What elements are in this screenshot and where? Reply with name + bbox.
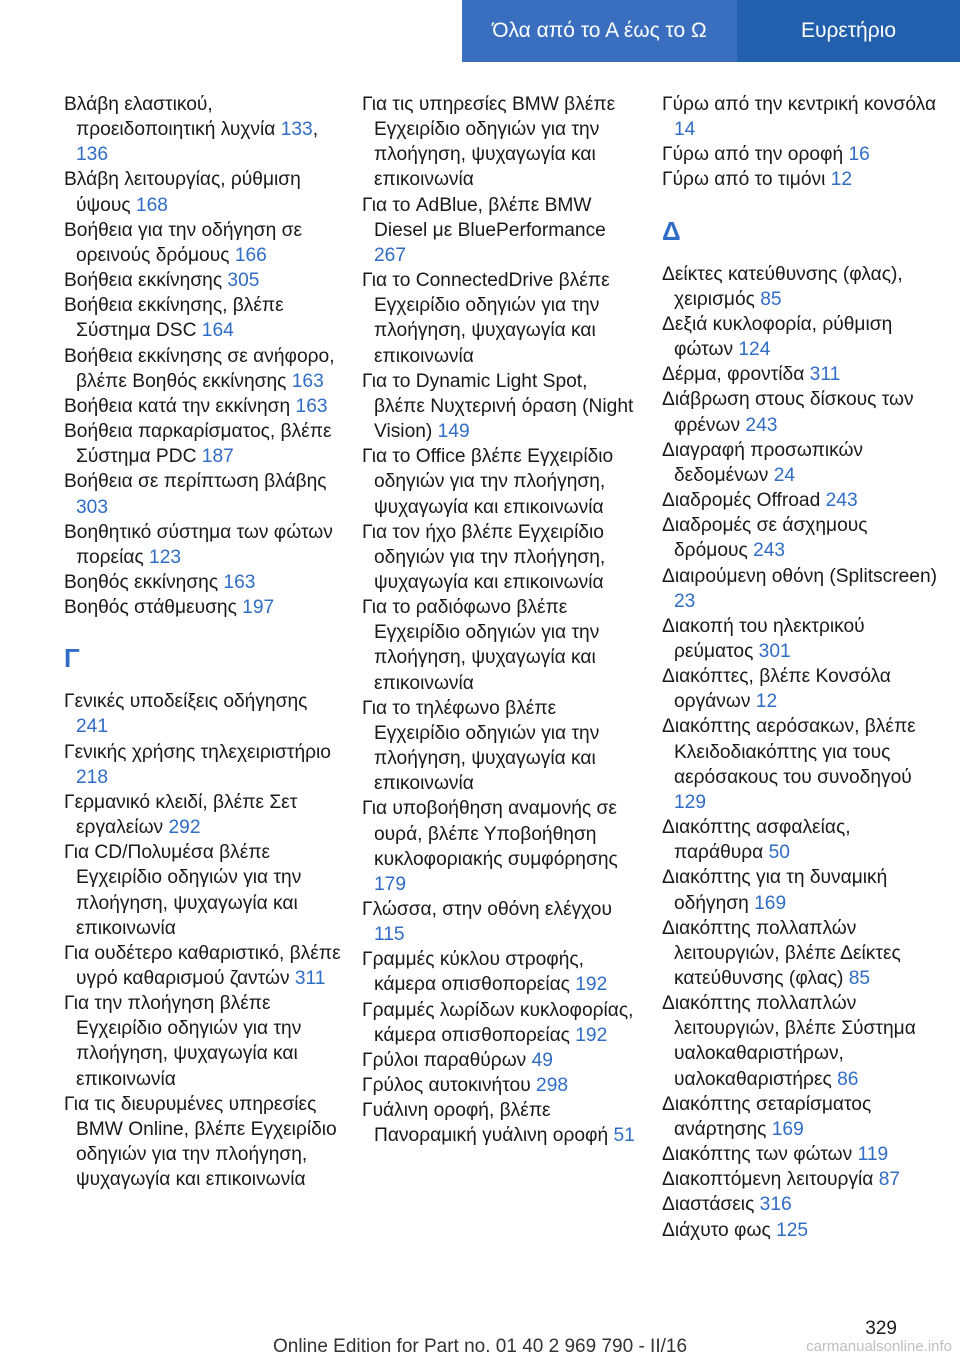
index-entry	[662, 92, 942, 142]
page-link[interactable]: 133	[280, 119, 313, 141]
index-entry	[662, 815, 942, 865]
index-entry	[64, 941, 344, 991]
index-entry	[64, 268, 344, 293]
index-entry	[64, 595, 344, 620]
index-entry	[362, 268, 642, 369]
index-entry	[362, 1048, 642, 1073]
index-entry-text: Διακόπτης των φώτων	[662, 1144, 858, 1166]
page-link[interactable]: 86	[837, 1068, 859, 1090]
index-entry	[64, 293, 344, 343]
page-link[interactable]: 23	[674, 590, 696, 612]
page-link[interactable]: 163	[295, 395, 328, 417]
index-entry	[64, 218, 344, 268]
index-entry-text: Βοήθεια για την οδήγηση σε ορεινούς δρόμους	[64, 219, 303, 266]
index-entry-text: Γρύλος αυτοκινήτου	[362, 1075, 537, 1097]
page-link[interactable]: 311	[294, 968, 326, 989]
index-entry-text: Βοήθεια παρκαρίσματος, βλέπε Σύστημα PDC	[64, 421, 332, 468]
header-bar	[0, 0, 960, 62]
index-letter-heading: Δ	[662, 215, 681, 246]
index-entry-text: Για το Office βλέπε Εγχειρίδιο οδηγιών για την πλοήγηση, ψυχαγωγία και επικοινωνία	[362, 446, 614, 518]
index-entry	[64, 344, 344, 394]
page-link[interactable]: 187	[201, 446, 234, 468]
index-entry-text: Δείκτες κατεύθυνσης (φλας), χειρισμός	[662, 263, 903, 310]
index-entry	[362, 92, 642, 193]
index-entry	[662, 664, 942, 714]
index-entry	[662, 142, 942, 167]
index-entry	[64, 469, 344, 519]
index-entry-text: Διάχυτο φως	[662, 1219, 777, 1241]
index-entry	[362, 796, 642, 897]
page-link[interactable]: 163	[223, 571, 256, 593]
index-entry-text: Γενικής χρήσης τηλεχειριστήριο	[64, 741, 331, 763]
index-entry	[64, 419, 344, 469]
index-entry-text: Γυάλινη οροφή, βλέπε Πανοραμική γυάλινη οροφή	[362, 1100, 614, 1147]
page-link[interactable]: 243	[753, 540, 786, 562]
index-entry	[362, 947, 642, 997]
index-entry	[362, 193, 642, 268]
page-link[interactable]: 267	[374, 244, 407, 266]
page-link[interactable]: 129	[674, 791, 707, 813]
page-link[interactable]: 16	[848, 144, 870, 166]
index-entry	[64, 92, 344, 167]
page-link[interactable]: 169	[754, 892, 787, 914]
index-entry-text: Γραμμές λωρίδων κυκλοφορίας, κάμερα οπισθοπορείας	[362, 999, 634, 1046]
index-entry-text: Δεξιά κυκλοφορία, ρύθμιση φώτων	[662, 313, 893, 361]
index-entry-text: Για τον ήχο βλέπε Εγχειρίδιο οδηγιών για την πλοήγηση, ψυχαγωγία και επικοινωνία	[362, 521, 606, 593]
index-entry-text: Για τις υπηρεσίες BMW βλέπε Εγχειρίδιο οδηγιών για την πλοήγηση, ψυχαγωγία και επικοινωνία	[362, 94, 616, 191]
index-entry-text: Για ουδέτερο καθαριστικό, βλέπε υγρό καθαρισμού ζαντών	[64, 942, 341, 989]
index-entry-text: Διακοπτόμενη λειτουργία	[662, 1169, 879, 1191]
page-link[interactable]: 179	[374, 873, 407, 895]
index-entry	[662, 312, 942, 362]
index-entry	[362, 1098, 642, 1148]
index-entry	[362, 897, 642, 947]
page-link[interactable]: 243	[745, 414, 778, 436]
index-entry	[64, 740, 344, 790]
index-entry	[362, 998, 642, 1048]
index-entry-text: Βοηθητικό σύστημα των φώτων πορείας	[64, 521, 333, 568]
index-entry-text: Γλώσσα, στην οθόνη ελέγχου	[362, 899, 612, 920]
page-link[interactable]: 51	[613, 1125, 635, 1147]
index-entry-text: Διακόπτης αερόσακων, βλέπε Κλειδοδιακόπτης για τους αερόσακους του συνοδηγού	[662, 716, 916, 788]
page-link[interactable]: 87	[878, 1169, 901, 1191]
index-entry-text: Βοήθεια κατά την εκκίνηση	[64, 395, 296, 417]
footer-edition: Online Edition for Part no. 01 40 2 969 790 - II/16	[272, 1336, 688, 1357]
index-entry	[662, 1167, 942, 1192]
index-entry	[662, 438, 942, 488]
index-entry-text: Για τις διευρυμένες υπηρεσίες BMW Online, βλέπε Εγχειρίδιο οδηγιών για την πλοήγηση, ψυχαγωγία και επικοινωνία	[64, 1093, 337, 1191]
index-entry-text: Διακόπτης για τη δυναμική οδήγηση	[662, 867, 888, 914]
page-link[interactable]: 14	[674, 119, 696, 141]
index-entry-text: Διακόπτες, βλέπε Κονσόλα οργάνων	[662, 666, 891, 713]
index-entry-text: Για υποβοήθηση αναμονής σε ουρά, βλέπε Υποβοήθηση κυκλοφοριακής συμφόρησης	[362, 798, 618, 870]
index-entry-text: Για το ConnectedDrive βλέπε Εγχειρίδιο οδηγιών για την πλοήγηση, ψυχαγωγία και επικοινωνία	[362, 270, 610, 367]
index-entry-text: Διακόπτης σεταρίσματος ανάρτησης	[662, 1093, 872, 1140]
index-entry	[64, 394, 344, 419]
watermark: carmanualsonline.info	[806, 1338, 952, 1355]
index-letter-heading: Γ	[64, 643, 80, 674]
index-entry-text: Διακόπτης πολλαπλών λειτουργιών, βλέπε Δείκτες κατεύθυνσης (φλας)	[662, 917, 901, 989]
index-entry	[662, 1142, 942, 1167]
index-entry	[64, 520, 344, 570]
index-entry	[662, 387, 942, 437]
page-link[interactable]: 292	[168, 817, 201, 839]
page-link[interactable]: 168	[135, 194, 168, 216]
index-entry	[662, 362, 942, 387]
index-entry-text: Διακόπτης ασφαλείας, παράθυρα	[662, 817, 851, 864]
index-entry	[662, 1192, 942, 1217]
page-link[interactable]: 241	[76, 716, 109, 738]
index-entry-text: Βοήθεια εκκίνησης, βλέπε Σύστημα DSC	[64, 295, 284, 342]
index-entry	[662, 513, 942, 563]
index-entry-text: Βοήθεια εκκίνησης σε ανήφορο, βλέπε Βοηθός εκκίνησης	[64, 345, 335, 392]
index-entry-text: Διαστάσεις	[662, 1194, 760, 1216]
page-link[interactable]: 136	[76, 144, 109, 166]
index-entry	[662, 262, 942, 312]
section-title[interactable]: Όλα από το Α έως το Ω	[462, 0, 737, 62]
page-link[interactable]: 192	[575, 1024, 608, 1046]
page-link[interactable]: 115	[374, 924, 405, 946]
index-entry-text: Για το Dynamic Light Spot, βλέπε Νυχτερινή όραση (Night Vision)	[362, 370, 634, 443]
page-link[interactable]: 85	[760, 288, 782, 310]
index-column-2	[362, 92, 642, 1149]
index-entry	[662, 865, 942, 915]
index-column-3	[662, 92, 942, 1243]
index-entry	[662, 1092, 942, 1142]
index-entry	[64, 570, 344, 595]
index-entry-text: Βοήθεια εκκίνησης	[64, 270, 228, 292]
index-entry-text: Για την πλοήγηση βλέπε Εγχειρίδιο οδηγιών για την πλοήγηση, ψυχαγωγία και επικοινωνία	[64, 993, 302, 1090]
index-entry	[662, 916, 942, 991]
index-entry	[362, 369, 642, 444]
index-entry	[64, 689, 344, 739]
index-entry-text: Διάβρωση στους δίσκους των φρένων	[662, 389, 914, 436]
page-link[interactable]: 298	[536, 1075, 569, 1097]
index-entry-text: Για το AdBlue, βλέπε BMW Diesel με BluePerformance	[362, 194, 606, 241]
index-tab[interactable]: Ευρετήριο	[737, 0, 960, 62]
page-link[interactable]: 124	[738, 339, 771, 361]
page-link[interactable]: 218	[76, 766, 109, 788]
page-link[interactable]: 123	[149, 546, 182, 568]
index-entry	[662, 614, 942, 664]
index-entry	[662, 991, 942, 1092]
page-link[interactable]: 316	[759, 1194, 792, 1216]
index-entry	[662, 714, 942, 815]
page-link[interactable]: 164	[201, 320, 234, 342]
index-entry	[64, 167, 344, 217]
index-entry-text: Βοήθεια σε περίπτωση βλάβης	[64, 471, 327, 493]
index-entry-text: Διαγραφή προσωπικών δεδομένων	[662, 439, 864, 486]
index-entry-text: Για το ραδιόφωνο βλέπε Εγχειρίδιο οδηγιών για την πλοήγηση, ψυχαγωγία και επικοινωνία	[362, 597, 600, 694]
index-column-1	[64, 92, 344, 1192]
page-link[interactable]: 197	[242, 597, 275, 619]
index-entry-text: Βλάβη ελαστικού, προειδοποιητική λυχνία	[64, 94, 281, 141]
index-entry	[362, 520, 642, 595]
index-entry	[362, 444, 642, 519]
index-entry-text: Βλάβη λειτουργίας, ρύθμιση ύψους	[64, 169, 301, 216]
index-entry	[662, 488, 942, 513]
index-entry	[64, 790, 344, 840]
index-entry-text: Διακόπτης πολλαπλών λειτουργιών, βλέπε Σύστημα υαλοκαθαριστήρων, υαλοκαθαριστήρες	[662, 993, 916, 1090]
page-link[interactable]: 12	[830, 169, 853, 191]
index-entry-text: Γύρω από το τιμόνι	[662, 169, 831, 191]
index-entry	[662, 564, 942, 614]
page-link[interactable]: 163	[291, 370, 324, 392]
page-link[interactable]: 125	[776, 1219, 809, 1241]
page-link[interactable]: 311	[809, 364, 841, 386]
index-entry-text: Διαδρομές Offroad	[662, 490, 826, 512]
index-entry-text: Διακοπή του ηλεκτρικού ρεύματος	[662, 615, 865, 662]
page-link[interactable]: 243	[825, 490, 858, 512]
page-link[interactable]: 305	[227, 270, 260, 292]
page-link[interactable]: 192	[575, 974, 608, 996]
index-entry-text: Γύρω από την οροφή	[662, 144, 849, 166]
index-entry-text: Για CD/Πολυμέσα βλέπε Εγχειρίδιο οδηγιών για την πλοήγηση, ψυχαγωγία και επικοινωνία	[64, 842, 302, 939]
index-entry	[662, 1218, 942, 1243]
index-entry	[64, 991, 344, 1092]
index-entry	[662, 167, 942, 192]
index-entry-text: Δέρμα, φροντίδα	[662, 364, 810, 386]
page-link[interactable]: 166	[234, 244, 267, 266]
page-number: 329	[865, 1318, 897, 1339]
index-entry	[64, 840, 344, 941]
page-link[interactable]: 301	[758, 640, 791, 662]
page-link[interactable]: 169	[771, 1118, 804, 1140]
index-entry-text: Βοηθός στάθμευσης	[64, 597, 243, 619]
index-entry	[362, 696, 642, 797]
index-entry	[362, 1073, 642, 1098]
index-entry-text: Βοηθός εκκίνησης	[64, 571, 224, 593]
index-entry	[362, 595, 642, 696]
page-link[interactable]: 303	[76, 496, 109, 518]
index-entry-text: Γρύλοι παραθύρων	[362, 1049, 532, 1071]
index-entry-text: Γύρω από την κεντρική κονσόλα	[662, 94, 937, 115]
index-entry-text: Γραμμές κύκλου στροφής, κάμερα οπισθοπορείας	[362, 949, 584, 996]
page-link[interactable]: 119	[857, 1144, 889, 1166]
index-entry-text: Για το τηλέφωνο βλέπε Εγχειρίδιο οδηγιών για την πλοήγηση, ψυχαγωγία και επικοινωνία	[362, 697, 600, 795]
page-separator: ,	[312, 119, 319, 141]
page-link[interactable]: 49	[531, 1049, 553, 1071]
page-link[interactable]: 85	[848, 968, 871, 989]
index-entry-text: Γενικές υποδείξεις οδήγησης	[64, 691, 308, 713]
index-entry-text: Διαιρούμενη οθόνη (Splitscreen)	[662, 565, 938, 587]
page-link[interactable]: 12	[755, 691, 778, 713]
index-entry-text: Γερμανικό κλειδί, βλέπε Σετ εργαλείων	[64, 791, 298, 839]
index-entry	[64, 1092, 344, 1193]
page-link[interactable]: 50	[768, 842, 790, 864]
index-entry-text: Διαδρομές σε άσχημους δρόμους	[662, 515, 868, 562]
page-link[interactable]: 149	[437, 421, 470, 443]
page-link[interactable]: 24	[773, 464, 796, 486]
